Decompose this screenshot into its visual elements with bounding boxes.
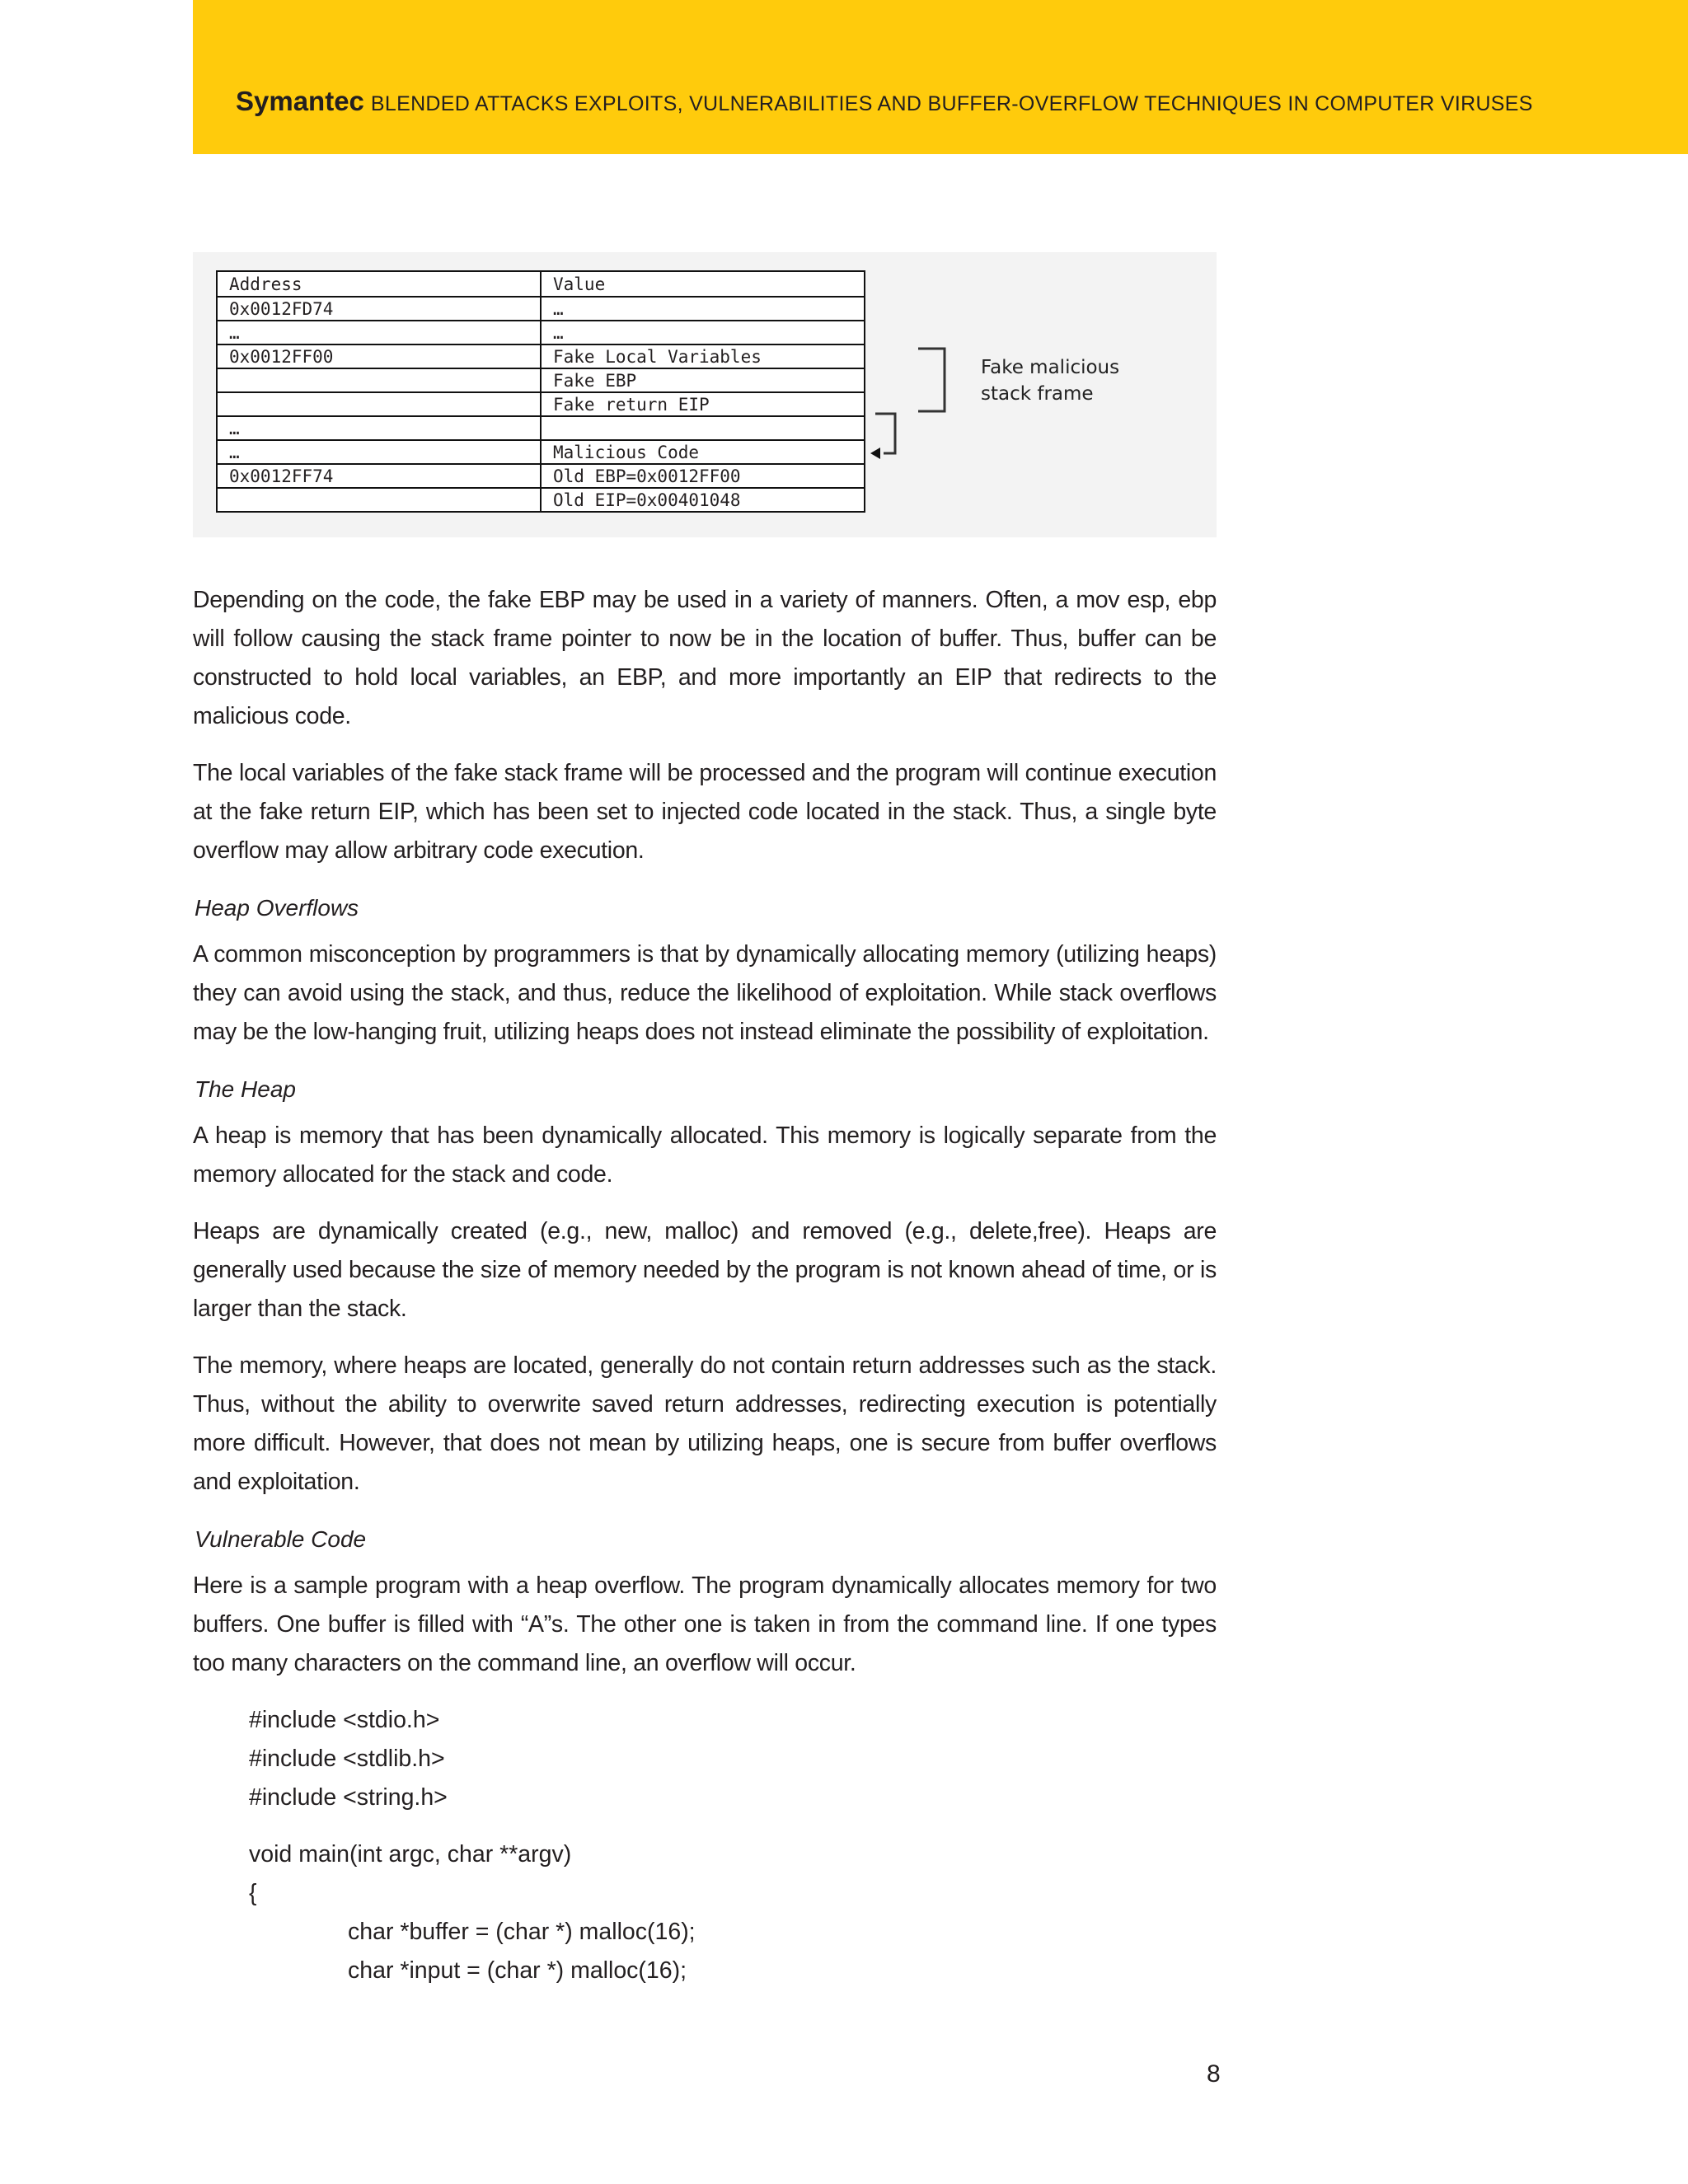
- table-row: [217, 416, 865, 440]
- value-cell: Fake EBP: [541, 368, 865, 392]
- table-row: [217, 440, 865, 464]
- return-arrow-head: [870, 448, 880, 459]
- value-cell: Fake Local Variables: [541, 344, 865, 368]
- table-row: [217, 321, 865, 344]
- address-cell: [217, 488, 541, 512]
- section-heading-the-heap: The Heap: [195, 1076, 296, 1102]
- paragraph: Heaps are dynamically created (e.g., new, malloc) and removed (e.g., delete,free). Heaps are generally used because the size of memory needed by the program is not known ahead of time, or is larger than the stack.: [193, 1218, 1217, 1322]
- code-line: {: [249, 1880, 257, 1906]
- address-cell: 0x0012FD74: [217, 297, 541, 321]
- code-line: void main(int argc, char **argv): [249, 1841, 572, 1868]
- paragraph: Here is a sample program with a heap overflow. The program dynamically allocates memory for two buffers. One buffer is filled with “A”s. The other one is taken in from the command line. If one types too many characters on the command line, an overflow will occur.: [193, 1572, 1217, 1676]
- value-cell: Old EBP=0x0012FF00: [541, 464, 865, 488]
- code-line: #include <stdlib.h>: [249, 1746, 445, 1772]
- paragraph: The memory, where heaps are located, generally do not contain return addresses such as the stack. Thus, without the ability to overwrite saved return addresses, redirecting execution is potentially more difficult. However, that does not mean by utilizing heaps, one is secure from buffer overflows and exploitation.: [193, 1352, 1217, 1495]
- code-includes: [249, 1701, 1217, 1817]
- brand-name: Symantec: [236, 86, 364, 116]
- table-row: [217, 488, 865, 512]
- column-header-value: Value: [541, 271, 865, 297]
- code-line: #include <stdio.h>: [249, 1707, 440, 1733]
- table-row: [217, 392, 865, 416]
- value-cell: Malicious Code: [541, 440, 865, 464]
- table-row: [217, 344, 865, 368]
- code-main: [249, 1835, 1217, 1990]
- value-cell: Fake return EIP: [541, 392, 865, 416]
- stack-memory-table: [216, 270, 865, 513]
- header-banner: [193, 0, 1688, 154]
- annotation-line-2: stack frame: [981, 383, 1094, 405]
- code-line: char *input = (char *) malloc(16);: [348, 1957, 687, 1984]
- address-cell: …: [217, 321, 541, 344]
- address-cell: …: [217, 440, 541, 464]
- code-line: #include <string.h>: [249, 1784, 448, 1811]
- document-title: BLENDED ATTACKS EXPLOITS, VULNERABILITIES AND BUFFER-OVERFLOW TECHNIQUES IN COMPUTER VIRUSES: [370, 92, 1533, 115]
- address-cell: [217, 368, 541, 392]
- paragraph: Depending on the code, the fake EBP may be used in a variety of manners. Often, a mov esp, ebp will follow causing the stack frame pointer to now be in the location of buffer. Thus, buffer can be constructed to hold local variables, an EBP, and more importantly an EIP that redirects to the malicious code.: [193, 587, 1217, 729]
- address-cell: [217, 392, 541, 416]
- table-row: [217, 464, 865, 488]
- column-header-address: Address: [217, 271, 541, 297]
- value-cell: …: [541, 297, 865, 321]
- paragraph: A common misconception by programmers is that by dynamically allocating memory (utilizing heaps) they can avoid using the stack, and thus, reduce the likelihood of exploitation. While stack overflows may be the low-hanging fruit, utilizing heaps does not instead eliminate the possibility of exploitation.: [193, 941, 1217, 1045]
- address-cell: …: [217, 416, 541, 440]
- address-cell: 0x0012FF00: [217, 344, 541, 368]
- table-row: [217, 297, 865, 321]
- paragraph: The local variables of the fake stack frame will be processed and the program will continue execution at the fake return EIP, which has been set to injected code located in the stack. Thus, a single byte overflow may allow arbitrary code execution.: [193, 760, 1217, 864]
- section-heading-heap-overflows: Heap Overflows: [195, 895, 359, 921]
- value-cell: [541, 416, 865, 440]
- code-line: char *buffer = (char *) malloc(16);: [348, 1919, 696, 1945]
- value-cell: Old EIP=0x00401048: [541, 488, 865, 512]
- return-arrow-line: [875, 414, 895, 453]
- value-cell: …: [541, 321, 865, 344]
- body-content: [193, 581, 1217, 2008]
- page-number: 8: [1207, 2060, 1221, 2088]
- frame-bracket: [918, 349, 945, 411]
- paragraph: A heap is memory that has been dynamically allocated. This memory is logically separate from the memory allocated for the stack and code.: [193, 1122, 1217, 1188]
- stack-frame-figure: [193, 252, 1217, 537]
- section-heading-vulnerable-code: Vulnerable Code: [195, 1526, 367, 1552]
- table-header-row: [217, 271, 865, 297]
- annotation-line-1: Fake malicious: [981, 357, 1120, 378]
- fake-frame-annotation: [981, 354, 1119, 407]
- header-title-line: [236, 86, 1533, 117]
- address-cell: 0x0012FF74: [217, 464, 541, 488]
- table-row: [217, 368, 865, 392]
